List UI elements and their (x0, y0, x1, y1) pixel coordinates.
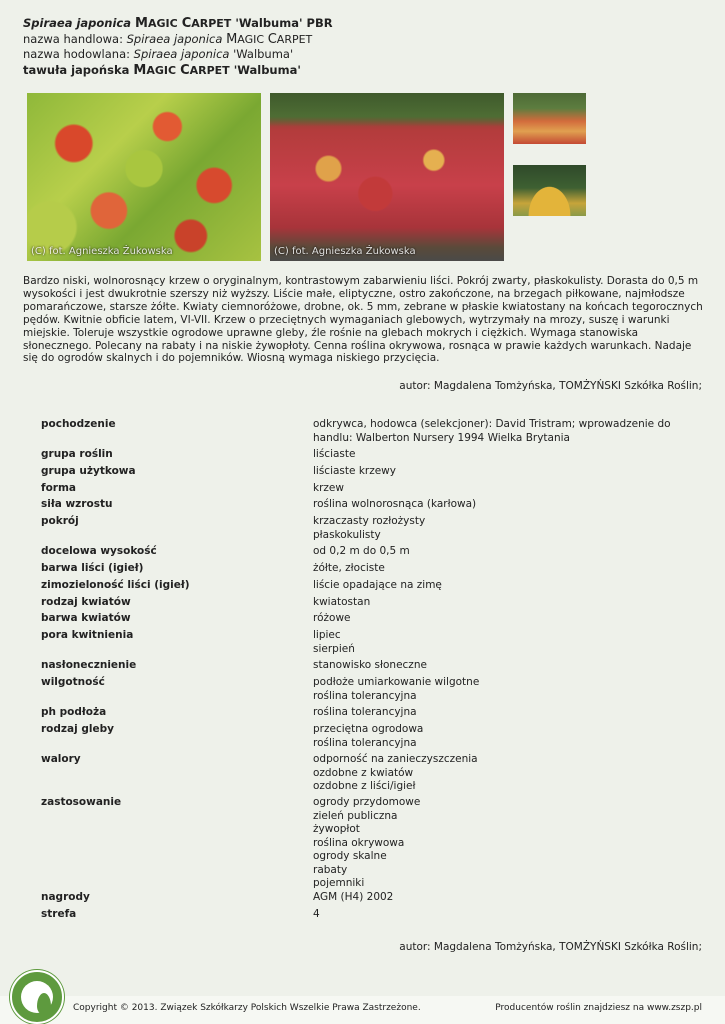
property-value (313, 706, 703, 720)
property-value-line: ozdobne z kwiatów (313, 766, 414, 779)
property-value (313, 753, 703, 794)
property-value-line: pojemniki (313, 877, 365, 889)
property-value (313, 612, 703, 626)
property-value-line: kwiatostan (313, 596, 371, 608)
property-label: rodzaj kwiatów (41, 596, 131, 608)
property-value-line: liściaste (313, 448, 356, 460)
photo-thumbnail-1[interactable] (513, 93, 586, 144)
property-label: forma (41, 482, 76, 494)
property-label: siła wzrostu (41, 498, 113, 510)
photo-thumbnail-2[interactable] (513, 165, 586, 216)
property-value-line: lipiec (313, 629, 341, 641)
header-trade-name: nazwa handlowa: Spiraea japonica MAGIC CARPET (23, 31, 313, 47)
property-value (313, 465, 703, 479)
property-value-line: żółte, złociste (313, 562, 385, 574)
property-label: docelowa wysokość (41, 545, 157, 557)
photo-caption: (C) fot. Agnieszka Żukowska (274, 246, 416, 257)
property-value (313, 482, 703, 496)
property-value (313, 596, 703, 610)
property-value-line: podłoże umiarkowanie wilgotne (313, 676, 480, 688)
author-bottom: autor: Magdalena Tomżyńska, TOMŻYŃSKI Szkółka Roślin; (399, 941, 702, 953)
property-value (313, 659, 703, 673)
association-logo (10, 970, 64, 1024)
plant-header (23, 16, 333, 78)
property-label: walory (41, 753, 81, 765)
property-label: pokrój (41, 515, 79, 527)
property-value-line: sierpień (313, 642, 355, 655)
property-value-line: różowe (313, 612, 351, 624)
property-value (313, 676, 703, 703)
property-value-line: krzew (313, 482, 344, 494)
property-value-line: od 0,2 m do 0,5 m (313, 545, 410, 557)
property-value-line: rabaty (313, 863, 348, 876)
property-label: strefa (41, 908, 77, 920)
property-value-line: liściaste krzewy (313, 465, 396, 477)
property-label: nagrody (41, 891, 90, 903)
property-label: grupa roślin (41, 448, 113, 460)
property-label: nasłonecznienie (41, 659, 137, 671)
property-value-line: roślina tolerancyjna (313, 706, 417, 718)
property-value (313, 418, 703, 445)
property-value-line: roślina okrywowa (313, 836, 405, 849)
property-value (313, 545, 703, 559)
property-value-line: żywopłot (313, 823, 360, 835)
property-value-line: roślina wolnorosnąca (karłowa) (313, 498, 477, 510)
photo-shrub-bed[interactable] (270, 93, 504, 261)
property-value (313, 562, 703, 576)
property-label: grupa użytkowa (41, 465, 136, 477)
property-value (313, 498, 703, 512)
property-value-line: płaskokulisty (313, 528, 381, 541)
footer-copyright: Copyright © 2013. Związek Szkółkarzy Polskich Wszelkie Prawa Zastrzeżone. (73, 1003, 421, 1013)
header-scientific-name: Spiraea japonica MAGIC CARPET 'Walbuma' PBR (23, 16, 333, 31)
plant-description: Bardzo niski, wolnorosnący krzew o oryginalnym, kontrastowym zabarwieniu liści. Pokrój zwarty, płaskokulisty. Dorasta do 0,5 m wysokości i jest dwukrotnie szerszy niż wyższy. Liście małe, eliptyczne, ostro zakończone, na brzegach piłkowane, najmłodsze pomarańczowe, starsze żółte. Kwiaty ciemnoróżowe, drobne, ok. 5 mm, zebrane w płaskie kwiatostany na końcach tegorocznych pędów. Kwitnie obficie latem, VI-VII. Krzew o przeciętnych wymaganiach glebowych, wytrzymały na mrozy, suszę i warunki miejskie. Toleruje wszystkie ogrodowe uprawne gleby, źle rośnie na glebach mokrych i ciężkich. Wymaga stanowiska słonecznego. Polecany na rabaty i na niskie żywopłoty. Cenna roślina okrywowa, rosnąca w prawie każdych warunkach. Nadaje się do ogrodów skalnych i do pojemników. Wiosną wymaga niskiego przycięcia. (23, 275, 703, 365)
property-value (313, 448, 703, 462)
property-value-line: ozdobne z liści/igieł (313, 780, 416, 792)
property-label: zastosowanie (41, 796, 122, 808)
property-value (313, 579, 703, 593)
property-value (313, 629, 703, 656)
property-value (313, 515, 703, 542)
photo-foliage-closeup[interactable] (27, 93, 261, 261)
property-value-line: 4 (313, 908, 320, 920)
property-value-line: przeciętna ogrodowa (313, 723, 424, 735)
header-polish-name: tawuła japońska MAGIC CARPET 'Walbuma' (23, 62, 301, 78)
property-label: pochodzenie (41, 418, 116, 430)
property-value (313, 908, 703, 922)
property-value-line: stanowisko słoneczne (313, 659, 427, 671)
property-value (313, 723, 703, 750)
footer-producers-link[interactable]: Producentów roślin znajdziesz na www.zszp.pl (495, 1003, 702, 1013)
photo-caption: (C) fot. Agnieszka Żukowska (31, 246, 173, 257)
property-label: rodzaj gleby (41, 723, 114, 735)
author-top: autor: Magdalena Tomżyńska, TOMŻYŃSKI Szkółka Roślin; (399, 380, 702, 392)
property-label: pora kwitnienia (41, 629, 134, 641)
property-value-line: roślina tolerancyjna (313, 689, 417, 702)
property-value-line: krzaczasty rozłożysty (313, 515, 426, 527)
leaf-icon (37, 993, 51, 1015)
property-value-line: liście opadające na zimę (313, 579, 442, 591)
property-value (313, 891, 703, 905)
property-label: ph podłoża (41, 706, 107, 718)
property-value-line: roślina tolerancyjna (313, 736, 417, 749)
property-value-line: AGM (H4) 2002 (313, 891, 394, 903)
header-breeder-name: nazwa hodowlana: Spiraea japonica 'Walbuma' (23, 47, 294, 61)
logo-inner-icon (21, 981, 53, 1013)
property-value-line: odporność na zanieczyszczenia (313, 753, 478, 765)
property-value-line: ogrody skalne (313, 850, 387, 862)
property-label: wilgotność (41, 676, 105, 688)
property-value-line: zieleń publiczna (313, 809, 398, 822)
property-value-line: ogrody przydomowe (313, 796, 421, 808)
property-label: barwa liści (igieł) (41, 562, 144, 574)
property-value (313, 796, 703, 891)
property-label: zimozieloność liści (igieł) (41, 579, 190, 591)
property-value-line: odkrywca, hodowca (selekcjoner): David Tristram; wprowadzenie do handlu: Walberton Nursery 1994 Wielka Brytania (313, 418, 671, 444)
property-label: barwa kwiatów (41, 612, 131, 624)
